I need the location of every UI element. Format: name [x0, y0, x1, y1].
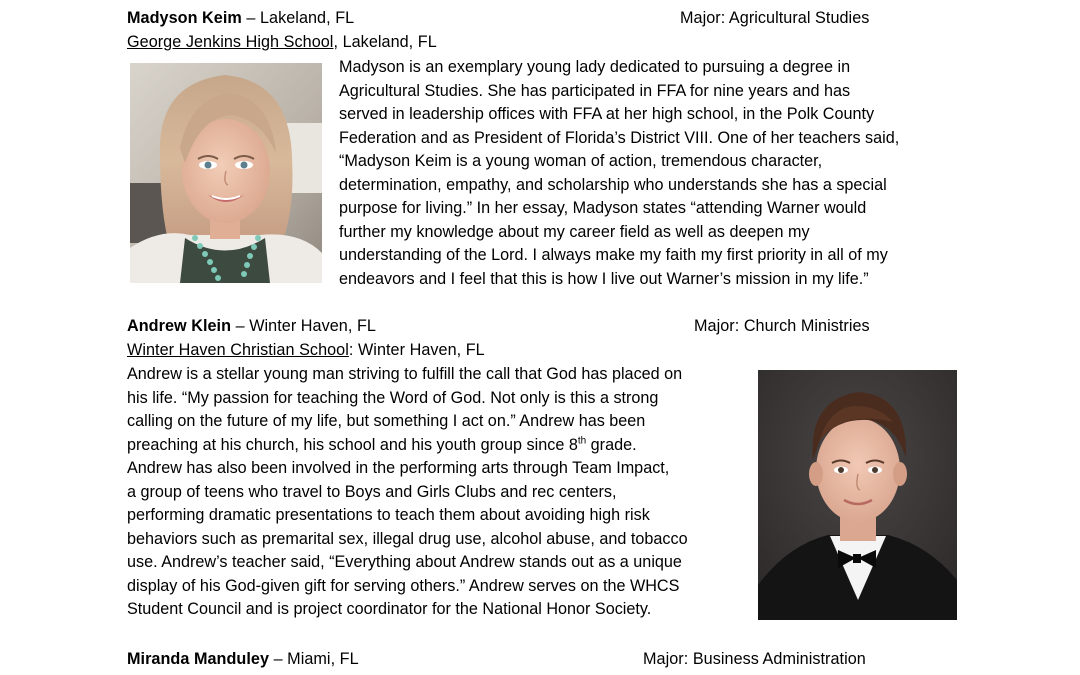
student-bio-madyson: [339, 56, 899, 291]
bio-line: understanding of the Lord. I always make my faith my first priority in all of my: [339, 246, 888, 265]
student-name: Madyson Keim: [127, 9, 242, 27]
bio-line-grade: [127, 434, 688, 458]
bio-line: Agricultural Studies. She has participated in FFA for nine years and has: [339, 81, 851, 100]
portrait-madyson-image: [130, 63, 322, 283]
bio-line: Federation and as President of Florida’s District VIII. One of her teachers said,: [339, 128, 900, 147]
student-major: Major: Agricultural Studies: [680, 9, 870, 27]
student-header-andrew: [127, 315, 376, 339]
student-header-madyson: [127, 7, 354, 31]
student-location: – Winter Haven, FL: [231, 317, 376, 335]
bio-line-text: preaching at his church, his school and his youth group since 8: [127, 435, 578, 454]
student-name: Miranda Manduley: [127, 650, 270, 668]
bio-line: his life. “My passion for teaching the Word of God. Not only is this a strong: [127, 388, 659, 407]
bio-line: Andrew is a stellar young man striving to fulfill the call that God has placed on: [127, 365, 683, 383]
bio-line: use. Andrew’s teacher said, “Everything about Andrew stands out as a unique: [127, 553, 682, 572]
bio-line: Andrew has also been involved in the performing arts through Team Impact,: [127, 459, 670, 478]
bio-line: served in leadership offices with FFA at her high school, in the Polk County: [339, 105, 875, 124]
bio-line: purpose for living.” In her essay, Madyson states “attending Warner would: [339, 199, 867, 218]
student-photo-andrew: [758, 370, 957, 620]
student-location: – Miami, FL: [269, 650, 359, 668]
student-photo-madyson: [130, 63, 322, 283]
bio-line: a group of teens who travel to Boys and Girls Clubs and rec centers,: [127, 482, 617, 501]
student-location: – Lakeland, FL: [241, 9, 355, 27]
student-major: Major: Business Administration: [643, 650, 866, 668]
student-school-line: [127, 31, 437, 55]
bio-line: determination, empathy, and scholarship who understands she has a special: [339, 175, 887, 194]
student-school-location: , Lakeland, FL: [333, 33, 437, 51]
bio-line: calling on the future of my life, but something I act on.” Andrew has been: [127, 412, 646, 431]
student-school-location: : Winter Haven, FL: [348, 341, 485, 359]
student-school: George Jenkins High School: [127, 33, 334, 51]
student-major: Major: Church Ministries: [694, 317, 870, 335]
bio-line: performing dramatic presentations to teach them about avoiding high risk: [127, 506, 650, 525]
student-school: Winter Haven Christian School: [127, 341, 349, 359]
student-bio-andrew: [127, 363, 688, 622]
grade-suffix: grade.: [586, 435, 637, 454]
portrait-andrew-image: [758, 370, 957, 620]
student-school-line: [127, 339, 485, 363]
bio-line: further my knowledge about my career field as well as deepen my: [339, 222, 810, 241]
student-header-miranda: [127, 648, 359, 672]
bio-line: display of his God-given gift for serving others.” Andrew serves on the WHCS: [127, 576, 680, 595]
bio-line: “Madyson Keim is a young woman of action, tremendous character,: [339, 152, 823, 171]
bio-line: Student Council and is project coordinator for the National Honor Society.: [127, 600, 652, 619]
bio-line: endeavors and I feel that this is how I live out Warner’s mission in my life.”: [339, 269, 869, 288]
student-name: Andrew Klein: [127, 317, 232, 335]
bio-line: behaviors such as premarital sex, illegal drug use, alcohol abuse, and tobacco: [127, 529, 688, 548]
grade-superscript: th: [577, 435, 587, 447]
bio-line: Madyson is an exemplary young lady dedicated to pursuing a degree in: [339, 58, 851, 76]
